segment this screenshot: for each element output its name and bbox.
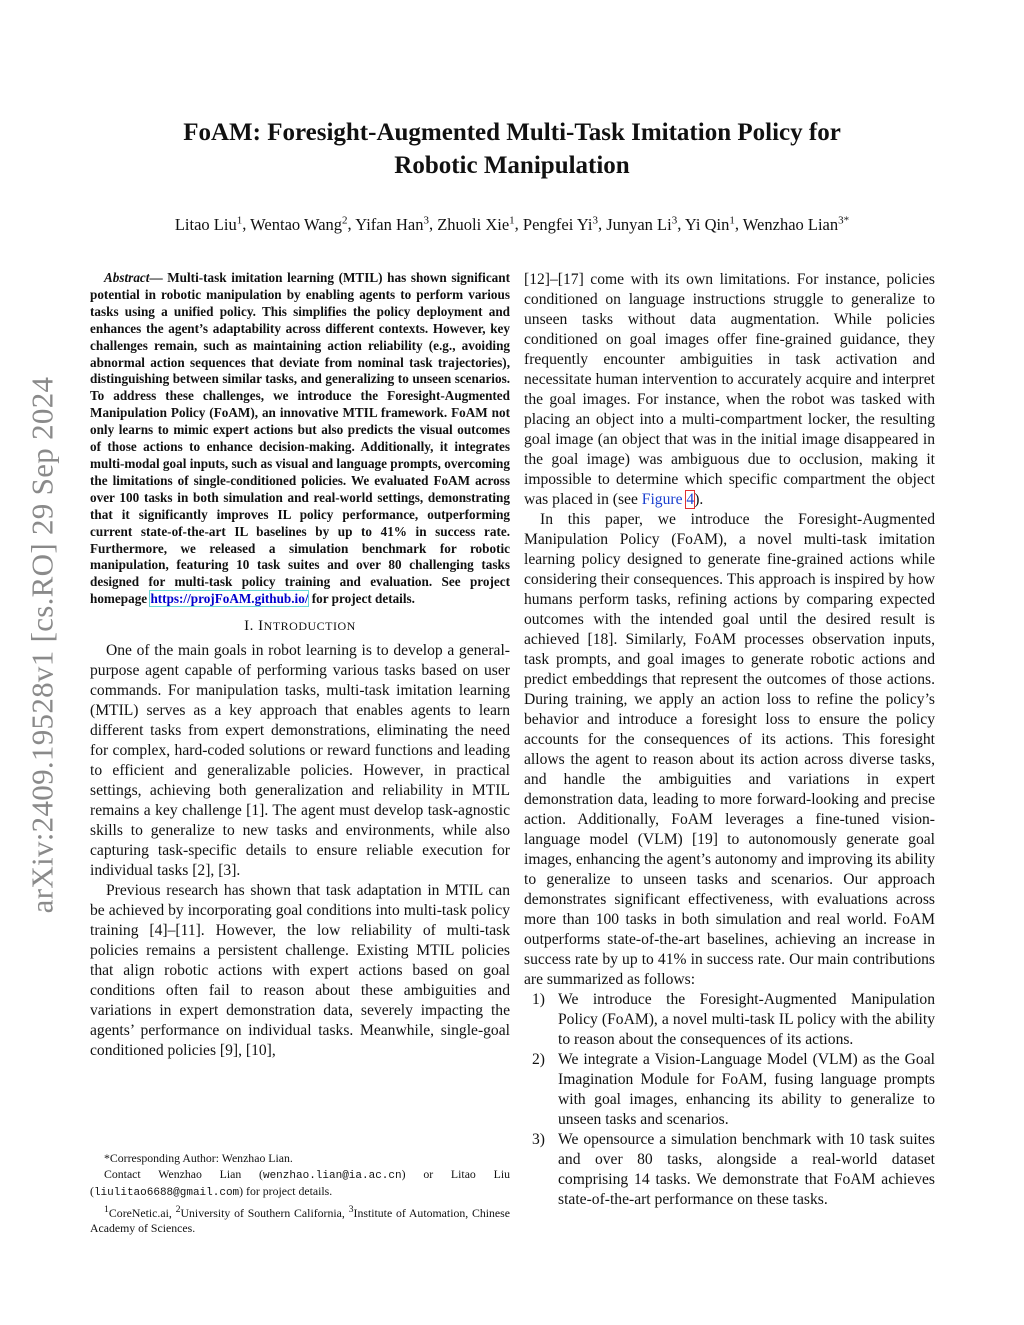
- list-item: 2) We integrate a Vision-Language Model (VLM) as the Goal Imagination Module for FoAM, fusing language prompts with goal images, enhancing its ability to generalize to unseen tasks and scenarios.: [532, 1051, 935, 1128]
- right-column: [524, 270, 935, 1210]
- body-paragraph-continued: [12]–[17] come with its own limitations. For instance, policies conditioned on language instructions struggle to generalize to unseen tasks without data augmentation. While policies conditioned on goal images offer fine-grained guidance, they frequently encounter ambiguities in task activation and necessitate human intervention to accurately acquire and interpret the goal images. For instance, when the robot was tasked with placing an object into a multi-compartment locker, the resulting goal image (an object that was in the initial image disappeared in the goal image) was ambiguous due to occlusion, making it impossible to determine which specific compartment the object was placed in (see Figure 4).: [524, 271, 935, 508]
- author: Litao Liu$^1$: [174, 214, 243, 234]
- arxiv-side-stamp: [14, 345, 70, 945]
- list-item: 1) We introduce the Foresight-Augmented Manipulation Policy (FoAM), a novel multi-task IL policy with the ability to reason about the consequences of its actions.: [532, 991, 935, 1048]
- title-line-1: FoAM: Foresight-Augmented Multi-Task Imitation Policy for: [183, 119, 841, 146]
- author: Junyan Li$^3$: [606, 214, 678, 234]
- author: Yifan Han$^3$: [355, 214, 429, 234]
- author: Pengfei Yi$^3$: [522, 214, 598, 234]
- contributions-list: [524, 990, 935, 1210]
- footnote-affiliations: $^1$CoreNetic.ai, $^2$University of Southern California, $^3$Institute of Automation, Chinese Academy of Sciences.: [90, 1203, 510, 1236]
- body-paragraph-foam-intro: In this paper, we introduce the Foresight-Augmented Manipulation Policy (FoAM), a novel multi-task imitation learning policy designed to generate fine-grained actions while considering their consequences. This approach is inspired by how humans perform tasks, refining actions by comparing expected outcomes with the intended goal until the desired result is achieved [18]. Similarly, FoAM processes observation inputs, task prompts, and goal images to generate robotic actions and predict embeddings that represent the outcomes of those actions. During training, we apply an action loss to refine the policy’s behavior and introduce a foresight loss to ensure the policy accounts for the consequences of its actions. This foresight allows the agent to reason about its action across diverse tasks, and handle the ambiguities and variations in expert demonstration data, leading to more forward-looking and precise action. Additionally, FoAM leverages a fine-tuned vision-language model (VLM) [19] to autonomously generate goal images, enhancing the agent’s autonomy and improving its ability to generalize to unseen tasks and scenarios. Our approach demonstrates significant effectiveness, with evaluations across more than 100 tasks in both simulation and real world. FoAM outperforms state-of-the-art baselines, achieving an increase in success rate by up to 41% in success rate. Our main contributions are summarized as follows:: [524, 511, 935, 988]
- arxiv-identifier: arXiv:2409.19528v1 [cs.RO] 29 Sep 2024: [24, 376, 60, 914]
- author: Wentao Wang$^2$: [250, 214, 348, 234]
- figure-4-link[interactable]: Figure 4: [641, 491, 695, 508]
- footnotes: [90, 1151, 510, 1237]
- abstract-label: Abstract: [104, 270, 150, 285]
- email-litao: liulitao6688@gmail.com: [93, 1187, 240, 1200]
- paper-title: [110, 116, 914, 182]
- intro-paragraph-2: Previous research has shown that task adaptation in MTIL can be achieved by incorporating goal conditions into multi-task policy training [4]–[11]. However, the low reliability of multi-task policies remains a persistent challenge. Existing MTIL policies that align robotic actions with expert actions based on goal conditions often fail to reason about these ambiguities and variations in expert demonstration data, severely impacting the agents’ performance on individual tasks. Meanwhile, single-goal conditioned policies [9], [10],: [90, 882, 510, 1060]
- author: Wenzhao Lian$^{3*}$: [742, 214, 850, 234]
- list-item: 3) We opensource a simulation benchmark with 10 task suites and over 80 tasks, alongside a real-world dataset comprising 14 tasks. We demonstrate that FoAM achieves state-of-the-art performance on these tasks.: [532, 1131, 935, 1208]
- author-list: Litao Liu$^1$, Wentao Wang$^2$, Yifan Han$^3$, Zhuoli Xie$^1$, Pengfei Yi$^3$, Junyan Li$^3$, Yi Qin$^1$, Wenzhao Lian$^{3*}$: [174, 214, 850, 234]
- left-column: [90, 270, 510, 1061]
- email-wenzhao: wenzhao.lian@ia.ac.cn: [262, 1169, 402, 1182]
- intro-paragraph-1: One of the main goals in robot learning is to develop a general-purpose agent capable of performing various tasks based on user commands. For manipulation tasks, multi-task imitation learning (MTIL) serves as a key approach that enables agents to learn different tasks from expert demonstrations, eliminating the need for complex, hard-coded solutions or reward functions and leading to efficient and generalizable policies. However, in practical settings, achieving both generalization and reliability in MTIL remains a key challenge [1]. The agent must develop task-agnostic skills to generalize to new tasks and environments, while also capturing task-specific details to ensure reliable execution for individual tasks [2], [3].: [90, 642, 510, 880]
- author: Yi Qin$^1$: [684, 214, 735, 234]
- project-homepage-link[interactable]: https://projFoAM.github.io/: [150, 591, 309, 607]
- abstract-text: — Multi-task imitation learning (MTIL) has shown significant potential in robotic manipulation by enabling agents to perform various tasks using a unified policy. This simplifies the policy deployment and enhances the agent’s adaptability across different contexts. However, key challenges remain, such as maintaining action reliability (e.g., avoiding abnormal action sequences that deviate from nominal task trajectories), distinguishing between similar tasks, and generalizing to unseen scenarios. To address these challenges, we introduce the Foresight-Augmented Manipulation Policy (FoAM), an innovative MTIL framework. FoAM not only learns to mimic expert actions but also predicts the visual outcomes of those actions to enhance decision-making. Additionally, it integrates multi-modal goal inputs, such as visual and language prompts, overcoming the limitations of single-conditioned policies. We evaluated FoAM across over 100 tasks in both simulation and real-world settings, demonstrating that it significantly improves IL policy performance, outperforming current state-of-the-art IL baselines by up to 41% in success rate. Furthermore, we released a simulation benchmark for robotic manipulation, featuring 10 task suites and over 80 challenging tasks designed for multi-task policy training and evaluation. See project homepage: [90, 270, 510, 607]
- abstract-tail: for project details.: [308, 591, 415, 607]
- author: Zhuoli Xie$^1$: [437, 214, 515, 234]
- section-heading-introduction: I. INTRODUCTION: [244, 618, 356, 635]
- footnote-contact: Contact Wenzhao Lian (wenzhao.lian@ia.ac.cn) or Litao Liu (liulitao6688@gmail.com) for project details.: [90, 1166, 510, 1200]
- title-line-2: Robotic Manipulation: [394, 152, 630, 179]
- footnote-corresponding-author: *Corresponding Author: Wenzhao Lian.: [104, 1151, 293, 1165]
- abstract: [90, 270, 510, 608]
